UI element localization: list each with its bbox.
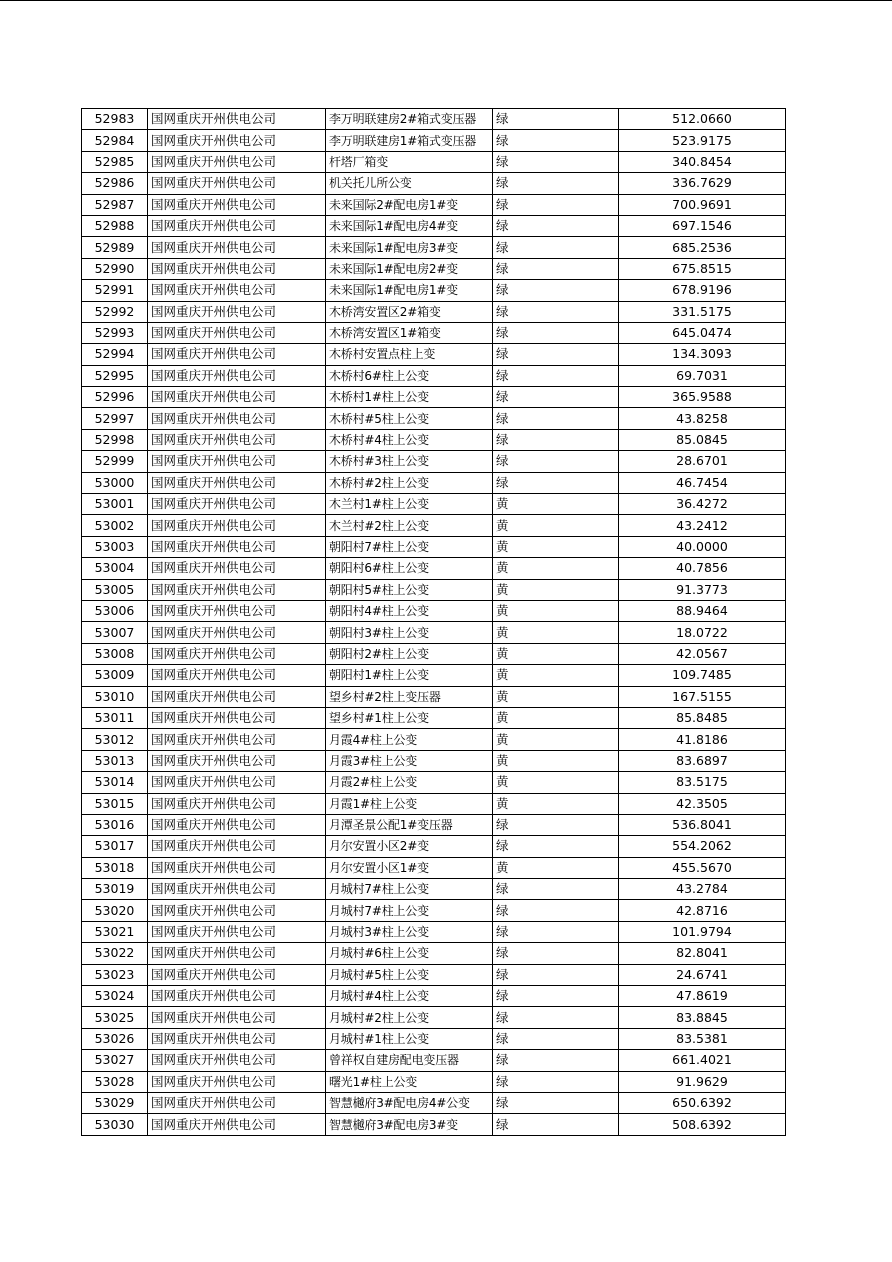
- status-color-cell: 绿: [493, 1114, 619, 1135]
- station-name-cell: 未来国际1#配电房2#变: [326, 258, 493, 279]
- row-id-cell: 52997: [82, 408, 148, 429]
- company-cell: 国网重庆开州供电公司: [148, 301, 326, 322]
- company-cell: 国网重庆开州供电公司: [148, 622, 326, 643]
- table-row: [82, 900, 786, 921]
- company-cell: 国网重庆开州供电公司: [148, 151, 326, 172]
- station-name-cell: 木桥村6#柱上公变: [326, 365, 493, 386]
- company-cell: 国网重庆开州供电公司: [148, 1114, 326, 1135]
- value-cell: 109.7485: [619, 665, 786, 686]
- table-row: [82, 215, 786, 236]
- station-name-cell: 智慧樾府3#配电房3#变: [326, 1114, 493, 1135]
- value-cell: 41.8186: [619, 729, 786, 750]
- row-id-cell: 53018: [82, 857, 148, 878]
- table-row: [82, 536, 786, 557]
- status-color-cell: 绿: [493, 1007, 619, 1028]
- station-name-cell: 机关托儿所公变: [326, 173, 493, 194]
- table-row: [82, 173, 786, 194]
- company-cell: 国网重庆开州供电公司: [148, 750, 326, 771]
- status-color-cell: 黄: [493, 600, 619, 621]
- company-cell: 国网重庆开州供电公司: [148, 964, 326, 985]
- table-row: [82, 558, 786, 579]
- row-id-cell: 52998: [82, 429, 148, 450]
- company-cell: 国网重庆开州供电公司: [148, 879, 326, 900]
- row-id-cell: 52992: [82, 301, 148, 322]
- row-id-cell: 53006: [82, 600, 148, 621]
- table-row: [82, 344, 786, 365]
- value-cell: 83.8845: [619, 1007, 786, 1028]
- station-name-cell: 月城村7#柱上公变: [326, 879, 493, 900]
- table-row: [82, 921, 786, 942]
- station-name-cell: 月潭圣景公配1#变压器: [326, 814, 493, 835]
- station-name-cell: 杆塔厂箱变: [326, 151, 493, 172]
- status-color-cell: 绿: [493, 472, 619, 493]
- status-color-cell: 黄: [493, 558, 619, 579]
- company-cell: 国网重庆开州供电公司: [148, 643, 326, 664]
- row-id-cell: 52989: [82, 237, 148, 258]
- status-color-cell: 黄: [493, 729, 619, 750]
- value-cell: 42.3505: [619, 793, 786, 814]
- table-row: [82, 472, 786, 493]
- status-color-cell: 绿: [493, 258, 619, 279]
- status-color-cell: 黄: [493, 536, 619, 557]
- value-cell: 36.4272: [619, 494, 786, 515]
- row-id-cell: 53025: [82, 1007, 148, 1028]
- value-cell: 28.6701: [619, 451, 786, 472]
- status-color-cell: 绿: [493, 1071, 619, 1092]
- station-name-cell: 曙光1#柱上公变: [326, 1071, 493, 1092]
- table-row: [82, 387, 786, 408]
- value-cell: 43.2784: [619, 879, 786, 900]
- table-row: [82, 622, 786, 643]
- value-cell: 455.5670: [619, 857, 786, 878]
- company-cell: 国网重庆开州供电公司: [148, 900, 326, 921]
- row-id-cell: 53013: [82, 750, 148, 771]
- company-cell: 国网重庆开州供电公司: [148, 515, 326, 536]
- value-cell: 42.8716: [619, 900, 786, 921]
- station-name-cell: 曾祥权自建房配电变压器: [326, 1050, 493, 1071]
- page-top-rule: [0, 0, 892, 1]
- table-row: [82, 451, 786, 472]
- company-cell: 国网重庆开州供电公司: [148, 600, 326, 621]
- status-color-cell: 绿: [493, 387, 619, 408]
- status-color-cell: 绿: [493, 301, 619, 322]
- status-color-cell: 绿: [493, 280, 619, 301]
- station-name-cell: 月城村7#柱上公变: [326, 900, 493, 921]
- table-body: [82, 109, 786, 1136]
- row-id-cell: 53027: [82, 1050, 148, 1071]
- table-row: [82, 879, 786, 900]
- value-cell: 88.9464: [619, 600, 786, 621]
- row-id-cell: 53012: [82, 729, 148, 750]
- station-name-cell: 朝阳村4#柱上公变: [326, 600, 493, 621]
- value-cell: 47.8619: [619, 986, 786, 1007]
- row-id-cell: 53020: [82, 900, 148, 921]
- row-id-cell: 53005: [82, 579, 148, 600]
- company-cell: 国网重庆开州供电公司: [148, 237, 326, 258]
- value-cell: 85.8485: [619, 707, 786, 728]
- station-name-cell: 月尔安置小区1#变: [326, 857, 493, 878]
- table-row: [82, 986, 786, 1007]
- status-color-cell: 绿: [493, 194, 619, 215]
- station-name-cell: 木桥村#3柱上公变: [326, 451, 493, 472]
- status-color-cell: 绿: [493, 1028, 619, 1049]
- company-cell: 国网重庆开州供电公司: [148, 215, 326, 236]
- row-id-cell: 53024: [82, 986, 148, 1007]
- table-row: [82, 194, 786, 215]
- table-row: [82, 772, 786, 793]
- company-cell: 国网重庆开州供电公司: [148, 280, 326, 301]
- company-cell: 国网重庆开州供电公司: [148, 494, 326, 515]
- table-row: [82, 686, 786, 707]
- status-color-cell: 绿: [493, 365, 619, 386]
- value-cell: 685.2536: [619, 237, 786, 258]
- station-name-cell: 月城村#6柱上公变: [326, 943, 493, 964]
- table-row: [82, 600, 786, 621]
- value-cell: 18.0722: [619, 622, 786, 643]
- value-cell: 83.6897: [619, 750, 786, 771]
- status-color-cell: 绿: [493, 986, 619, 1007]
- status-color-cell: 绿: [493, 921, 619, 942]
- station-name-cell: 木兰村1#柱上公变: [326, 494, 493, 515]
- company-cell: 国网重庆开州供电公司: [148, 472, 326, 493]
- row-id-cell: 53023: [82, 964, 148, 985]
- table-row: [82, 1007, 786, 1028]
- company-cell: 国网重庆开州供电公司: [148, 1071, 326, 1092]
- company-cell: 国网重庆开州供电公司: [148, 1028, 326, 1049]
- station-name-cell: 月城村#5柱上公变: [326, 964, 493, 985]
- station-name-cell: 月霞3#柱上公变: [326, 750, 493, 771]
- value-cell: 536.8041: [619, 814, 786, 835]
- row-id-cell: 52995: [82, 365, 148, 386]
- table-row: [82, 365, 786, 386]
- station-name-cell: 未来国际1#配电房1#变: [326, 280, 493, 301]
- status-color-cell: 黄: [493, 772, 619, 793]
- status-color-cell: 绿: [493, 879, 619, 900]
- table-row: [82, 729, 786, 750]
- status-color-cell: 黄: [493, 579, 619, 600]
- company-cell: 国网重庆开州供电公司: [148, 943, 326, 964]
- row-id-cell: 53030: [82, 1114, 148, 1135]
- value-cell: 508.6392: [619, 1114, 786, 1135]
- company-cell: 国网重庆开州供电公司: [148, 536, 326, 557]
- row-id-cell: 52983: [82, 109, 148, 130]
- value-cell: 101.9794: [619, 921, 786, 942]
- company-cell: 国网重庆开州供电公司: [148, 665, 326, 686]
- row-id-cell: 53000: [82, 472, 148, 493]
- value-cell: 645.0474: [619, 322, 786, 343]
- status-color-cell: 绿: [493, 429, 619, 450]
- value-cell: 650.6392: [619, 1092, 786, 1113]
- value-cell: 331.5175: [619, 301, 786, 322]
- status-color-cell: 绿: [493, 109, 619, 130]
- table-row: [82, 707, 786, 728]
- station-name-cell: 朝阳村2#柱上公变: [326, 643, 493, 664]
- company-cell: 国网重庆开州供电公司: [148, 729, 326, 750]
- value-cell: 661.4021: [619, 1050, 786, 1071]
- row-id-cell: 52994: [82, 344, 148, 365]
- row-id-cell: 53015: [82, 793, 148, 814]
- station-name-cell: 月城村3#柱上公变: [326, 921, 493, 942]
- status-color-cell: 黄: [493, 515, 619, 536]
- station-name-cell: 月城村#4柱上公变: [326, 986, 493, 1007]
- row-id-cell: 52999: [82, 451, 148, 472]
- company-cell: 国网重庆开州供电公司: [148, 451, 326, 472]
- row-id-cell: 53001: [82, 494, 148, 515]
- status-color-cell: 绿: [493, 130, 619, 151]
- station-name-cell: 望乡村#2柱上变压器: [326, 686, 493, 707]
- value-cell: 83.5175: [619, 772, 786, 793]
- table-row: [82, 1050, 786, 1071]
- status-color-cell: 黄: [493, 665, 619, 686]
- table-row: [82, 836, 786, 857]
- status-color-cell: 黄: [493, 857, 619, 878]
- status-color-cell: 绿: [493, 836, 619, 857]
- row-id-cell: 53008: [82, 643, 148, 664]
- company-cell: 国网重庆开州供电公司: [148, 258, 326, 279]
- row-id-cell: 52991: [82, 280, 148, 301]
- row-id-cell: 53014: [82, 772, 148, 793]
- company-cell: 国网重庆开州供电公司: [148, 408, 326, 429]
- status-color-cell: 绿: [493, 964, 619, 985]
- table-row: [82, 1114, 786, 1135]
- company-cell: 国网重庆开州供电公司: [148, 194, 326, 215]
- company-cell: 国网重庆开州供电公司: [148, 814, 326, 835]
- company-cell: 国网重庆开州供电公司: [148, 387, 326, 408]
- row-id-cell: 53021: [82, 921, 148, 942]
- status-color-cell: 黄: [493, 707, 619, 728]
- status-color-cell: 绿: [493, 322, 619, 343]
- table-row: [82, 857, 786, 878]
- row-id-cell: 53010: [82, 686, 148, 707]
- status-color-cell: 绿: [493, 151, 619, 172]
- station-name-cell: 月城村#1柱上公变: [326, 1028, 493, 1049]
- station-name-cell: 李万明联建房1#箱式变压器: [326, 130, 493, 151]
- table-row: [82, 109, 786, 130]
- table-row: [82, 964, 786, 985]
- row-id-cell: 52984: [82, 130, 148, 151]
- station-name-cell: 智慧樾府3#配电房4#公变: [326, 1092, 493, 1113]
- station-name-cell: 朝阳村7#柱上公变: [326, 536, 493, 557]
- value-cell: 134.3093: [619, 344, 786, 365]
- value-cell: 42.0567: [619, 643, 786, 664]
- status-color-cell: 绿: [493, 943, 619, 964]
- station-name-cell: 未来国际2#配电房1#变: [326, 194, 493, 215]
- status-color-cell: 黄: [493, 750, 619, 771]
- row-id-cell: 53002: [82, 515, 148, 536]
- company-cell: 国网重庆开州供电公司: [148, 322, 326, 343]
- station-name-cell: 李万明联建房2#箱式变压器: [326, 109, 493, 130]
- table-row: [82, 258, 786, 279]
- value-cell: 69.7031: [619, 365, 786, 386]
- status-color-cell: 黄: [493, 643, 619, 664]
- value-cell: 675.8515: [619, 258, 786, 279]
- value-cell: 91.9629: [619, 1071, 786, 1092]
- row-id-cell: 53019: [82, 879, 148, 900]
- row-id-cell: 53022: [82, 943, 148, 964]
- row-id-cell: 52996: [82, 387, 148, 408]
- value-cell: 85.0845: [619, 429, 786, 450]
- table-row: [82, 943, 786, 964]
- station-name-cell: 月城村#2柱上公变: [326, 1007, 493, 1028]
- value-cell: 24.6741: [619, 964, 786, 985]
- table-row: [82, 429, 786, 450]
- company-cell: 国网重庆开州供电公司: [148, 921, 326, 942]
- company-cell: 国网重庆开州供电公司: [148, 772, 326, 793]
- value-cell: 82.8041: [619, 943, 786, 964]
- station-name-cell: 木桥村安置点柱上变: [326, 344, 493, 365]
- value-cell: 365.9588: [619, 387, 786, 408]
- table-row: [82, 750, 786, 771]
- station-name-cell: 木桥湾安置区2#箱变: [326, 301, 493, 322]
- station-name-cell: 木桥村#2柱上公变: [326, 472, 493, 493]
- row-id-cell: 53016: [82, 814, 148, 835]
- table-row: [82, 515, 786, 536]
- value-cell: 697.1546: [619, 215, 786, 236]
- row-id-cell: 53004: [82, 558, 148, 579]
- company-cell: 国网重庆开州供电公司: [148, 173, 326, 194]
- status-color-cell: 绿: [493, 173, 619, 194]
- value-cell: 46.7454: [619, 472, 786, 493]
- station-name-cell: 木兰村#2柱上公变: [326, 515, 493, 536]
- station-name-cell: 未来国际1#配电房4#变: [326, 215, 493, 236]
- value-cell: 554.2062: [619, 836, 786, 857]
- data-table: [81, 108, 786, 1136]
- company-cell: 国网重庆开州供电公司: [148, 429, 326, 450]
- station-name-cell: 朝阳村1#柱上公变: [326, 665, 493, 686]
- value-cell: 43.2412: [619, 515, 786, 536]
- status-color-cell: 绿: [493, 900, 619, 921]
- status-color-cell: 黄: [493, 793, 619, 814]
- row-id-cell: 53007: [82, 622, 148, 643]
- status-color-cell: 黄: [493, 622, 619, 643]
- table-row: [82, 237, 786, 258]
- value-cell: 700.9691: [619, 194, 786, 215]
- company-cell: 国网重庆开州供电公司: [148, 686, 326, 707]
- company-cell: 国网重庆开州供电公司: [148, 793, 326, 814]
- station-name-cell: 月霞4#柱上公变: [326, 729, 493, 750]
- table-row: [82, 1092, 786, 1113]
- table-row: [82, 1028, 786, 1049]
- row-id-cell: 52988: [82, 215, 148, 236]
- company-cell: 国网重庆开州供电公司: [148, 986, 326, 1007]
- value-cell: 523.9175: [619, 130, 786, 151]
- row-id-cell: 52985: [82, 151, 148, 172]
- table-row: [82, 643, 786, 664]
- row-id-cell: 53003: [82, 536, 148, 557]
- value-cell: 512.0660: [619, 109, 786, 130]
- station-name-cell: 望乡村#1柱上公变: [326, 707, 493, 728]
- company-cell: 国网重庆开州供电公司: [148, 579, 326, 600]
- table-row: [82, 408, 786, 429]
- company-cell: 国网重庆开州供电公司: [148, 109, 326, 130]
- row-id-cell: 52993: [82, 322, 148, 343]
- table-row: [82, 494, 786, 515]
- value-cell: 40.7856: [619, 558, 786, 579]
- value-cell: 678.9196: [619, 280, 786, 301]
- company-cell: 国网重庆开州供电公司: [148, 1050, 326, 1071]
- station-name-cell: 木桥村#5柱上公变: [326, 408, 493, 429]
- status-color-cell: 绿: [493, 1092, 619, 1113]
- table-row: [82, 130, 786, 151]
- row-id-cell: 53011: [82, 707, 148, 728]
- station-name-cell: 月尔安置小区2#变: [326, 836, 493, 857]
- value-cell: 340.8454: [619, 151, 786, 172]
- value-cell: 91.3773: [619, 579, 786, 600]
- table-row: [82, 793, 786, 814]
- company-cell: 国网重庆开州供电公司: [148, 1092, 326, 1113]
- company-cell: 国网重庆开州供电公司: [148, 707, 326, 728]
- status-color-cell: 黄: [493, 494, 619, 515]
- value-cell: 336.7629: [619, 173, 786, 194]
- station-name-cell: 朝阳村6#柱上公变: [326, 558, 493, 579]
- table-row: [82, 151, 786, 172]
- company-cell: 国网重庆开州供电公司: [148, 344, 326, 365]
- row-id-cell: 52987: [82, 194, 148, 215]
- value-cell: 83.5381: [619, 1028, 786, 1049]
- table-row: [82, 579, 786, 600]
- company-cell: 国网重庆开州供电公司: [148, 1007, 326, 1028]
- station-name-cell: 朝阳村5#柱上公变: [326, 579, 493, 600]
- value-cell: 167.5155: [619, 686, 786, 707]
- row-id-cell: 53028: [82, 1071, 148, 1092]
- station-name-cell: 木桥村#4柱上公变: [326, 429, 493, 450]
- company-cell: 国网重庆开州供电公司: [148, 365, 326, 386]
- table-row: [82, 814, 786, 835]
- status-color-cell: 绿: [493, 1050, 619, 1071]
- status-color-cell: 黄: [493, 686, 619, 707]
- row-id-cell: 53029: [82, 1092, 148, 1113]
- station-name-cell: 月霞2#柱上公变: [326, 772, 493, 793]
- status-color-cell: 绿: [493, 451, 619, 472]
- row-id-cell: 53026: [82, 1028, 148, 1049]
- status-color-cell: 绿: [493, 408, 619, 429]
- station-name-cell: 朝阳村3#柱上公变: [326, 622, 493, 643]
- company-cell: 国网重庆开州供电公司: [148, 558, 326, 579]
- row-id-cell: 52990: [82, 258, 148, 279]
- table-row: [82, 301, 786, 322]
- value-cell: 43.8258: [619, 408, 786, 429]
- company-cell: 国网重庆开州供电公司: [148, 130, 326, 151]
- table-row: [82, 665, 786, 686]
- station-name-cell: 木桥村1#柱上公变: [326, 387, 493, 408]
- station-name-cell: 未来国际1#配电房3#变: [326, 237, 493, 258]
- table-row: [82, 322, 786, 343]
- company-cell: 国网重庆开州供电公司: [148, 857, 326, 878]
- station-name-cell: 木桥湾安置区1#箱变: [326, 322, 493, 343]
- table-row: [82, 280, 786, 301]
- row-id-cell: 53017: [82, 836, 148, 857]
- row-id-cell: 52986: [82, 173, 148, 194]
- table-row: [82, 1071, 786, 1092]
- value-cell: 40.0000: [619, 536, 786, 557]
- station-name-cell: 月霞1#柱上公变: [326, 793, 493, 814]
- status-color-cell: 绿: [493, 215, 619, 236]
- status-color-cell: 绿: [493, 814, 619, 835]
- status-color-cell: 绿: [493, 237, 619, 258]
- company-cell: 国网重庆开州供电公司: [148, 836, 326, 857]
- row-id-cell: 53009: [82, 665, 148, 686]
- status-color-cell: 绿: [493, 344, 619, 365]
